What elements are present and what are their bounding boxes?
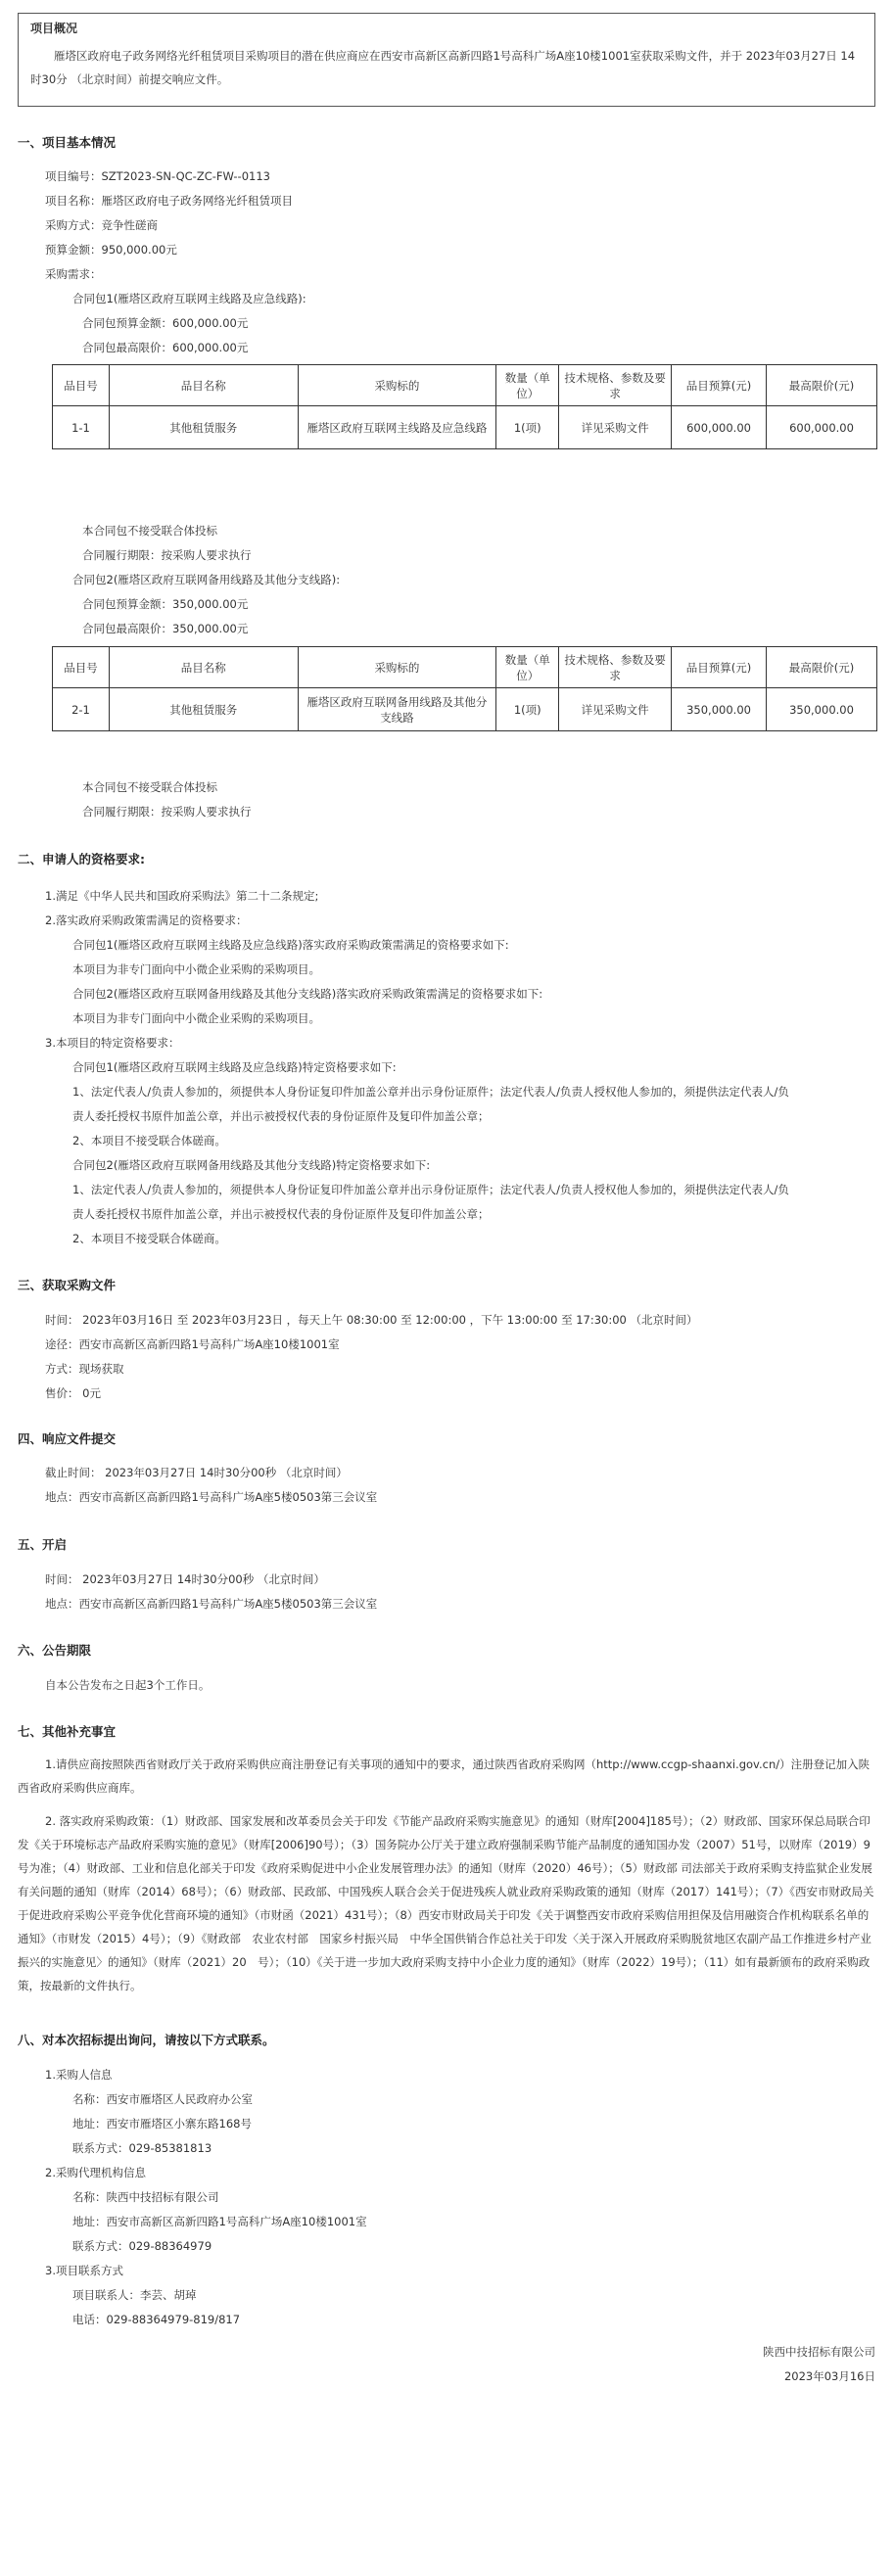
agent-info-title: 2.采购代理机构信息 bbox=[45, 2166, 146, 2179]
package1-cell: 600,000.00 bbox=[767, 406, 877, 449]
get-docs-time: 时间： 2023年03月16日 至 2023年03月23日 ，每天上午 08:30:00 至 12:00:00 ，下午 13:00:00 至 17:30:00 （北京时间） bbox=[45, 1313, 698, 1327]
package2-header-cell: 品目号 bbox=[53, 647, 110, 688]
qual-line-5: 合同包2(雁塔区政府互联网备用线路及其他分支线路)落实政府采购政策需满足的资格要求如下: bbox=[72, 987, 543, 1001]
qual-line-12: 合同包2(雁塔区政府互联网备用线路及其他分支线路)特定资格要求如下: bbox=[72, 1158, 431, 1172]
table-row bbox=[53, 688, 877, 731]
package1-cell: 其他租赁服务 bbox=[109, 406, 298, 449]
package1-header-cell: 品目名称 bbox=[109, 365, 298, 406]
qual-line-11: 2、本项目不接受联合体磋商。 bbox=[72, 1134, 226, 1147]
project-name: 项目名称：雁塔区政府电子政务网络光纤租赁项目 bbox=[45, 194, 293, 208]
package1-budget: 合同包预算金额：600,000.00元 bbox=[82, 316, 249, 330]
package2-no-consortium: 本合同包不接受联合体投标 bbox=[82, 780, 217, 794]
qual-line-7: 3.本项目的特定资格要求： bbox=[45, 1036, 180, 1050]
table-row bbox=[53, 406, 877, 449]
section-heading-opening: 五、开启 bbox=[18, 1537, 68, 1552]
procurement-method: 采购方式：竞争性磋商 bbox=[45, 218, 158, 232]
overview-title: 项目概况 bbox=[30, 22, 78, 35]
section-heading-qualifications: 二、申请人的资格要求: bbox=[18, 852, 145, 866]
qual-line-9: 1、法定代表人/负责人参加的，须提供本人身份证复印件加盖公章并出示身份证原件；法定代表人/负责人授权他人参加的，须提供法定代表人/负 bbox=[72, 1085, 789, 1099]
package2-cell: 1(项) bbox=[496, 688, 559, 731]
package1-cell: 600,000.00 bbox=[672, 406, 767, 449]
package1-header-cell: 数量（单位） bbox=[496, 365, 559, 406]
overview-text: 雁塔区政府电子政务网络光纤租赁项目采购项目的潜在供应商应在西安市高新区高新四路1号高科广场A座10楼1001室获取采购文件，并于 2023年03月27日 14时30分 （北京时间）前提交响应文件。 bbox=[30, 49, 856, 86]
get-docs-way: 方式：现场获取 bbox=[45, 1362, 124, 1376]
package2-period: 合同履行期限：按采购人要求执行 bbox=[82, 805, 252, 819]
package2-header-cell: 最高限价(元) bbox=[767, 647, 877, 688]
qual-line-14: 责人委托授权书原件加盖公章，并出示被授权代表的身份证原件及复印件加盖公章； bbox=[72, 1207, 490, 1221]
section-heading-submission: 四、响应文件提交 bbox=[18, 1431, 117, 1446]
package1-header-cell: 品目预算(元) bbox=[672, 365, 767, 406]
qual-line-15: 2、本项目不接受联合体磋商。 bbox=[72, 1232, 226, 1245]
other-paragraph-1: 1.请供应商按照陕西省财政厅关于政府采购供应商注册登记有关事项的通知中的要求，通过陕西省政府采购网（http://www.ccgp-shaanxi.gov.cn/）注册登记加入陕西省政府采购供应商库。 bbox=[18, 1757, 870, 1795]
package1-header-cell: 品目号 bbox=[53, 365, 110, 406]
package2-table bbox=[52, 646, 877, 731]
qual-line-13: 1、法定代表人/负责人参加的，须提供本人身份证复印件加盖公章并出示身份证原件；法定代表人/负责人授权他人参加的，须提供法定代表人/负 bbox=[72, 1183, 789, 1196]
footer-company: 陕西中技招标有限公司 bbox=[763, 2345, 875, 2359]
overview-box bbox=[18, 13, 875, 107]
package2-header-cell: 品目名称 bbox=[109, 647, 298, 688]
qual-line-3: 合同包1(雁塔区政府互联网主线路及应急线路)落实政府采购政策需满足的资格要求如下: bbox=[72, 938, 509, 952]
qual-line-4: 本项目为非专门面向中小微企业采购的采购项目。 bbox=[72, 962, 320, 976]
announcement-period: 自本公告发布之日起3个工作日。 bbox=[45, 1678, 211, 1692]
qual-line-6: 本项目为非专门面向中小微企业采购的采购项目。 bbox=[72, 1011, 320, 1025]
other-paragraph-2: 2. 落实政府采购政策：（1）财政部、国家发展和改革委员会关于印发《节能产品政府采购实施意见》的通知（财库[2004]185号）；（2）财政部、国家环保总局联合印发《关于环境标志产品政府采购实施的意见》（财库[2006]90号）；（3）国务院办公厅关于建立政府强制采购节能产品制度的通知国办发（2007）51号，以财库（2019）9号为准；（4）财政部、工业和信息化部关于印发《政府采购促进中小企业发展管理办法》的通知（财库（2020）46号）；（5）财政部 司法部关于政府采购支持监狱企业发展有关问题的通知（财库（2014）68号）；（6）财政部、民政部、中国残疾人联合会关于促进残疾人就业政府采购政策的通知（财库（2017）141号）；（7）《西安市财政局关于促进政府采购公平竞争优化营商环境的通知》（市财函（2021）431号）；（8）西安市财政局关于印发《关于调整西安市政府采购信用担保及信用融资合作机构联系名单的通知》（市财发（2015）4号）；（9）《财政部 农业农村部 国家乡村振兴局 中华全国供销合作总社关于印发〈关于深入开展政府采购脱贫地区农副产品工作推进乡村产业振兴的实施意见〉的通知》（财库（2021）20 号）；（10）《关于进一步加大政府采购支持中小企业力度的通知》（财库（2022）19号）；（11）如有最新颁布的政府采购政策，按最新的文件执行。 bbox=[18, 1814, 874, 1992]
agent-phone: 联系方式：029-88364979 bbox=[72, 2239, 212, 2253]
package2-header-cell: 品目预算(元) bbox=[672, 647, 767, 688]
package2-header-cell: 技术规格、参数及要求 bbox=[559, 647, 672, 688]
section-heading-period: 六、公告期限 bbox=[18, 1643, 92, 1658]
section-heading-basic-info: 一、项目基本情况 bbox=[18, 135, 117, 150]
package2-cell: 350,000.00 bbox=[767, 688, 877, 731]
package1-limit: 合同包最高限价：600,000.00元 bbox=[82, 341, 249, 354]
package2-header-cell: 数量（单位） bbox=[496, 647, 559, 688]
section-heading-other: 七、其他补充事宜 bbox=[18, 1724, 117, 1739]
qual-line-10: 责人委托授权书原件加盖公章，并出示被授权代表的身份证原件及复印件加盖公章； bbox=[72, 1109, 490, 1123]
project-number: 项目编号：SZT2023-SN-QC-ZC-FW--0113 bbox=[45, 169, 270, 183]
package1-period: 合同履行期限：按采购人要求执行 bbox=[82, 548, 252, 562]
buyer-name: 名称：西安市雁塔区人民政府办公室 bbox=[72, 2092, 253, 2106]
submission-deadline: 截止时间： 2023年03月27日 14时30分00秒 （北京时间） bbox=[45, 1466, 348, 1479]
package2-cell: 其他租赁服务 bbox=[109, 688, 298, 731]
project-contact-title: 3.项目联系方式 bbox=[45, 2264, 123, 2277]
package1-header-cell: 技术规格、参数及要求 bbox=[559, 365, 672, 406]
package2-limit: 合同包最高限价：350,000.00元 bbox=[82, 622, 249, 635]
opening-place: 地点：西安市高新区高新四路1号高科广场A座5楼0503第三会议室 bbox=[45, 1597, 378, 1611]
get-docs-price: 售价： 0元 bbox=[45, 1386, 101, 1400]
package1-cell: 1(项) bbox=[496, 406, 559, 449]
budget-amount: 预算金额：950,000.00元 bbox=[45, 243, 177, 257]
opening-time: 时间： 2023年03月27日 14时30分00秒 （北京时间） bbox=[45, 1572, 325, 1586]
package2-header-cell: 采购标的 bbox=[298, 647, 496, 688]
package2-title: 合同包2(雁塔区政府互联网备用线路及其他分支线路): bbox=[72, 573, 341, 586]
package1-cell: 详见采购文件 bbox=[559, 406, 672, 449]
package1-title: 合同包1(雁塔区政府互联网主线路及应急线路): bbox=[72, 292, 306, 305]
footer-date: 2023年03月16日 bbox=[783, 2369, 875, 2383]
buyer-phone: 联系方式：029-85381813 bbox=[72, 2141, 212, 2155]
package2-cell: 350,000.00 bbox=[672, 688, 767, 731]
procurement-requirements-label: 采购需求： bbox=[45, 267, 102, 281]
package1-cell: 雁塔区政府互联网主线路及应急线路 bbox=[298, 406, 496, 449]
package1-header-cell: 采购标的 bbox=[298, 365, 496, 406]
qual-line-2: 2.落实政府采购政策需满足的资格要求： bbox=[45, 913, 248, 927]
package1-no-consortium: 本合同包不接受联合体投标 bbox=[82, 524, 217, 538]
buyer-info-title: 1.采购人信息 bbox=[45, 2068, 113, 2082]
agent-address: 地址：西安市高新区高新四路1号高科广场A座10楼1001室 bbox=[72, 2215, 367, 2228]
package2-cell: 雁塔区政府互联网备用线路及其他分支线路 bbox=[298, 688, 496, 731]
package1-header-cell: 最高限价(元) bbox=[767, 365, 877, 406]
package2-cell: 2-1 bbox=[53, 688, 110, 731]
qual-line-1: 1.满足《中华人民共和国政府采购法》第二十二条规定; bbox=[45, 889, 319, 903]
submission-place: 地点：西安市高新区高新四路1号高科广场A座5楼0503第三会议室 bbox=[45, 1490, 378, 1504]
package2-cell: 详见采购文件 bbox=[559, 688, 672, 731]
buyer-address: 地址：西安市雁塔区小寨东路168号 bbox=[72, 2117, 252, 2131]
section-heading-contact: 八、对本次招标提出询问，请按以下方式联系。 bbox=[18, 2033, 275, 2047]
get-docs-place: 途径：西安市高新区高新四路1号高科广场A座10楼1001室 bbox=[45, 1337, 340, 1351]
section-heading-get-documents: 三、获取采购文件 bbox=[18, 1278, 117, 1292]
package1-table bbox=[52, 364, 877, 449]
project-contact-phone: 电话：029-88364979-819/817 bbox=[72, 2313, 241, 2326]
agent-name: 名称：陕西中技招标有限公司 bbox=[72, 2190, 219, 2204]
project-contact-person: 项目联系人：李芸、胡琸 bbox=[72, 2288, 197, 2302]
package2-budget: 合同包预算金额：350,000.00元 bbox=[82, 597, 249, 611]
qual-line-8: 合同包1(雁塔区政府互联网主线路及应急线路)特定资格要求如下: bbox=[72, 1060, 397, 1074]
package1-cell: 1-1 bbox=[53, 406, 110, 449]
